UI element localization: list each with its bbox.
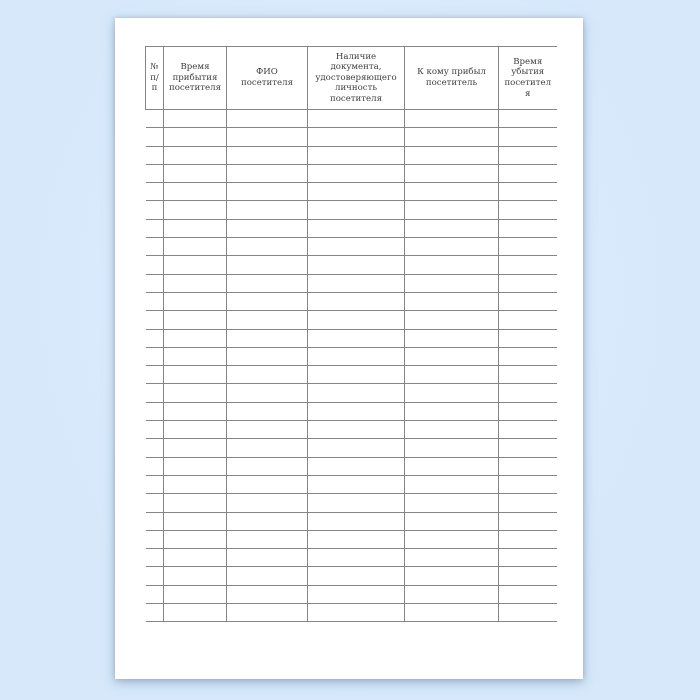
cell-arrival-time [164, 402, 227, 420]
cell-id-document [308, 219, 405, 237]
cell-id-document [308, 347, 405, 365]
cell-host [405, 475, 499, 493]
cell-num [146, 219, 164, 237]
cell-num [146, 512, 164, 530]
cell-id-document [308, 146, 405, 164]
cell-id-document [308, 164, 405, 182]
cell-departure-time [499, 274, 557, 292]
cell-host [405, 512, 499, 530]
cell-arrival-time [164, 512, 227, 530]
cell-visitor-name [227, 183, 308, 201]
cell-host [405, 110, 499, 128]
cell-host [405, 311, 499, 329]
table-row [146, 347, 557, 365]
table-row [146, 567, 557, 585]
cell-id-document [308, 311, 405, 329]
cell-arrival-time [164, 329, 227, 347]
cell-departure-time [499, 238, 557, 256]
cell-visitor-name [227, 292, 308, 310]
cell-host [405, 274, 499, 292]
table-row [146, 256, 557, 274]
cell-num [146, 457, 164, 475]
cell-id-document [308, 128, 405, 146]
cell-departure-time [499, 475, 557, 493]
cell-arrival-time [164, 256, 227, 274]
cell-visitor-name [227, 549, 308, 567]
table-row [146, 494, 557, 512]
cell-id-document [308, 494, 405, 512]
cell-id-document [308, 421, 405, 439]
document-page [115, 18, 583, 679]
cell-visitor-name [227, 146, 308, 164]
cell-arrival-time [164, 384, 227, 402]
cell-id-document [308, 183, 405, 201]
cell-arrival-time [164, 201, 227, 219]
cell-id-document [308, 402, 405, 420]
cell-visitor-name [227, 256, 308, 274]
cell-num [146, 347, 164, 365]
cell-num [146, 164, 164, 182]
cell-num [146, 146, 164, 164]
table-row [146, 110, 557, 128]
cell-num [146, 128, 164, 146]
cell-host [405, 439, 499, 457]
cell-host [405, 329, 499, 347]
cell-num [146, 549, 164, 567]
cell-num [146, 421, 164, 439]
cell-id-document [308, 457, 405, 475]
cell-departure-time [499, 292, 557, 310]
table-row [146, 292, 557, 310]
cell-id-document [308, 110, 405, 128]
table-row [146, 201, 557, 219]
cell-num [146, 475, 164, 493]
cell-id-document [308, 274, 405, 292]
table-row [146, 457, 557, 475]
cell-num [146, 183, 164, 201]
table-row [146, 219, 557, 237]
cell-visitor-name [227, 530, 308, 548]
cell-id-document [308, 256, 405, 274]
cell-departure-time [499, 604, 557, 622]
cell-arrival-time [164, 164, 227, 182]
table-row [146, 549, 557, 567]
header-row [146, 47, 557, 110]
cell-arrival-time [164, 567, 227, 585]
cell-departure-time [499, 183, 557, 201]
table-row [146, 439, 557, 457]
cell-arrival-time [164, 530, 227, 548]
cell-arrival-time [164, 366, 227, 384]
cell-arrival-time [164, 183, 227, 201]
column-header-departure-time: Время убытия посетителя [499, 47, 557, 110]
cell-host [405, 128, 499, 146]
column-header-host: К кому прибыл посетитель [405, 47, 499, 110]
cell-num [146, 567, 164, 585]
cell-departure-time [499, 219, 557, 237]
cell-host [405, 549, 499, 567]
table-row [146, 274, 557, 292]
cell-arrival-time [164, 110, 227, 128]
table-row [146, 585, 557, 603]
cell-host [405, 238, 499, 256]
cell-arrival-time [164, 457, 227, 475]
column-header-number: № п/п [146, 47, 164, 110]
table-row [146, 238, 557, 256]
cell-num [146, 585, 164, 603]
cell-num [146, 402, 164, 420]
cell-departure-time [499, 201, 557, 219]
table-row [146, 183, 557, 201]
cell-id-document [308, 292, 405, 310]
cell-id-document [308, 567, 405, 585]
cell-host [405, 292, 499, 310]
cell-host [405, 402, 499, 420]
cell-num [146, 311, 164, 329]
table-row [146, 475, 557, 493]
cell-visitor-name [227, 475, 308, 493]
cell-host [405, 585, 499, 603]
cell-arrival-time [164, 347, 227, 365]
table-row [146, 329, 557, 347]
cell-arrival-time [164, 292, 227, 310]
cell-host [405, 347, 499, 365]
table-row [146, 604, 557, 622]
cell-arrival-time [164, 128, 227, 146]
cell-host [405, 384, 499, 402]
cell-departure-time [499, 421, 557, 439]
cell-arrival-time [164, 475, 227, 493]
cell-host [405, 164, 499, 182]
cell-num [146, 366, 164, 384]
cell-departure-time [499, 164, 557, 182]
cell-host [405, 567, 499, 585]
cell-departure-time [499, 512, 557, 530]
cell-host [405, 183, 499, 201]
cell-visitor-name [227, 512, 308, 530]
cell-id-document [308, 366, 405, 384]
table-body [146, 110, 557, 622]
cell-visitor-name [227, 201, 308, 219]
cell-arrival-time [164, 494, 227, 512]
cell-departure-time [499, 457, 557, 475]
cell-visitor-name [227, 347, 308, 365]
cell-visitor-name [227, 457, 308, 475]
cell-arrival-time [164, 439, 227, 457]
cell-num [146, 238, 164, 256]
cell-departure-time [499, 146, 557, 164]
table-row [146, 146, 557, 164]
table-row [146, 311, 557, 329]
cell-id-document [308, 439, 405, 457]
cell-departure-time [499, 439, 557, 457]
cell-arrival-time [164, 604, 227, 622]
cell-departure-time [499, 549, 557, 567]
cell-visitor-name [227, 311, 308, 329]
cell-id-document [308, 512, 405, 530]
cell-visitor-name [227, 439, 308, 457]
cell-visitor-name [227, 366, 308, 384]
cell-arrival-time [164, 274, 227, 292]
cell-visitor-name [227, 164, 308, 182]
table-row [146, 530, 557, 548]
column-header-visitor-name: ФИО посетителя [227, 47, 308, 110]
cell-host [405, 219, 499, 237]
cell-arrival-time [164, 421, 227, 439]
cell-arrival-time [164, 311, 227, 329]
cell-host [405, 457, 499, 475]
cell-num [146, 439, 164, 457]
cell-visitor-name [227, 274, 308, 292]
cell-departure-time [499, 567, 557, 585]
cell-departure-time [499, 110, 557, 128]
table-row [146, 421, 557, 439]
visitor-log-table [145, 46, 557, 622]
cell-id-document [308, 329, 405, 347]
cell-host [405, 530, 499, 548]
cell-visitor-name [227, 494, 308, 512]
column-header-id-document: Наличие документа, удостоверяющего личность посетителя [308, 47, 405, 110]
cell-num [146, 494, 164, 512]
cell-host [405, 604, 499, 622]
cell-departure-time [499, 402, 557, 420]
cell-num [146, 384, 164, 402]
cell-departure-time [499, 530, 557, 548]
table-row [146, 164, 557, 182]
cell-num [146, 329, 164, 347]
cell-host [405, 494, 499, 512]
cell-visitor-name [227, 238, 308, 256]
cell-id-document [308, 384, 405, 402]
cell-id-document [308, 585, 405, 603]
cell-visitor-name [227, 402, 308, 420]
cell-departure-time [499, 494, 557, 512]
cell-id-document [308, 604, 405, 622]
cell-visitor-name [227, 110, 308, 128]
cell-departure-time [499, 366, 557, 384]
cell-id-document [308, 530, 405, 548]
cell-departure-time [499, 256, 557, 274]
cell-host [405, 256, 499, 274]
cell-host [405, 201, 499, 219]
cell-visitor-name [227, 585, 308, 603]
cell-visitor-name [227, 567, 308, 585]
cell-host [405, 421, 499, 439]
cell-visitor-name [227, 329, 308, 347]
cell-id-document [308, 201, 405, 219]
cell-visitor-name [227, 219, 308, 237]
cell-num [146, 530, 164, 548]
cell-host [405, 146, 499, 164]
cell-departure-time [499, 585, 557, 603]
cell-arrival-time [164, 146, 227, 164]
cell-id-document [308, 238, 405, 256]
table-row [146, 128, 557, 146]
table-row [146, 402, 557, 420]
cell-id-document [308, 549, 405, 567]
cell-num [146, 110, 164, 128]
cell-arrival-time [164, 238, 227, 256]
cell-visitor-name [227, 604, 308, 622]
cell-arrival-time [164, 549, 227, 567]
table-row [146, 512, 557, 530]
table-row [146, 384, 557, 402]
cell-num [146, 256, 164, 274]
cell-num [146, 274, 164, 292]
cell-arrival-time [164, 219, 227, 237]
cell-num [146, 604, 164, 622]
cell-id-document [308, 475, 405, 493]
cell-num [146, 201, 164, 219]
cell-visitor-name [227, 128, 308, 146]
cell-departure-time [499, 347, 557, 365]
cell-departure-time [499, 128, 557, 146]
cell-departure-time [499, 384, 557, 402]
cell-visitor-name [227, 421, 308, 439]
cell-host [405, 366, 499, 384]
cell-departure-time [499, 329, 557, 347]
cell-num [146, 292, 164, 310]
cell-departure-time [499, 311, 557, 329]
table-row [146, 366, 557, 384]
column-header-arrival-time: Время прибытия посетителя [164, 47, 227, 110]
cell-visitor-name [227, 384, 308, 402]
cell-arrival-time [164, 585, 227, 603]
